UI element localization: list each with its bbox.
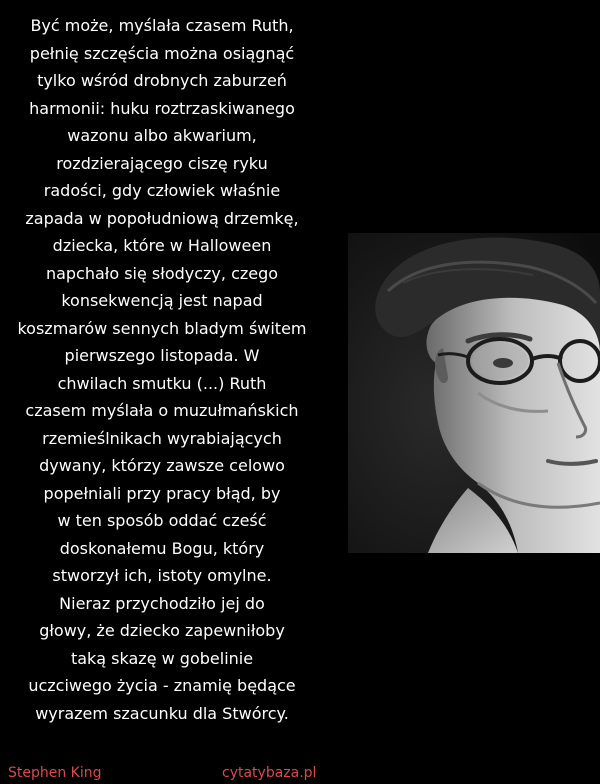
quote-line: dywany, którzy zawsze celowo xyxy=(39,456,285,475)
quote-line: harmonii: huku roztrzaskiwanego xyxy=(29,98,295,118)
quote-line: popełniali przy pracy błąd, by xyxy=(43,483,281,503)
quote-line: koszmarów sennych bladym świtem xyxy=(17,318,307,338)
quote-line: pełnię szczęścia można osiągnąć xyxy=(29,43,295,63)
quote-line: wyrazem szacunku dla Stwórcy. xyxy=(35,703,289,723)
quote-line: doskonałemu Bogu, który xyxy=(59,538,265,558)
quote-line: Być może, myślała czasem Ruth, xyxy=(30,16,294,35)
quote-line: zapada w popołudniową drzemkę, xyxy=(25,208,299,228)
quote-line: w ten sposób oddać cześć xyxy=(57,511,267,530)
quote-line: stworzył ich, istoty omylne. xyxy=(52,566,272,585)
quote-line: konsekwencją jest napad xyxy=(61,291,263,310)
quote-line: uczciwego życia - znamię będące xyxy=(28,676,296,695)
quote-line: taką skazę w gobelinie xyxy=(70,648,254,668)
quote-line: chwilach smutku (...) Ruth xyxy=(57,373,267,393)
quote-line: wazonu albo akwarium, xyxy=(67,126,257,145)
author-portrait-icon xyxy=(348,233,600,553)
quote-line: głowy, że dziecko zapewniłoby xyxy=(39,621,285,640)
quote-text xyxy=(8,12,316,727)
quote-line: Nieraz przychodziło jej do xyxy=(59,593,265,613)
quote-line: radości, gdy człowiek właśnie xyxy=(43,181,281,200)
quote-line: czasem myślała o muzułmańskich xyxy=(25,401,299,420)
quote-line: rzemieślnikach wyrabiających xyxy=(42,428,282,448)
quote-line: tylko wśród drobnych zaburzeń xyxy=(37,71,287,90)
quote-line: napchało się słodyczy, czego xyxy=(45,263,279,283)
author-photo xyxy=(348,233,600,553)
quote-line: pierwszego listopada. W xyxy=(64,346,260,365)
quote-line: rozdzierającego ciszę ryku xyxy=(56,153,268,173)
author-name-link[interactable]: Stephen King xyxy=(8,765,102,781)
site-name-link[interactable]: cytatybaza.pl xyxy=(222,765,317,781)
quote-line: dziecka, które w Halloween xyxy=(52,236,272,255)
